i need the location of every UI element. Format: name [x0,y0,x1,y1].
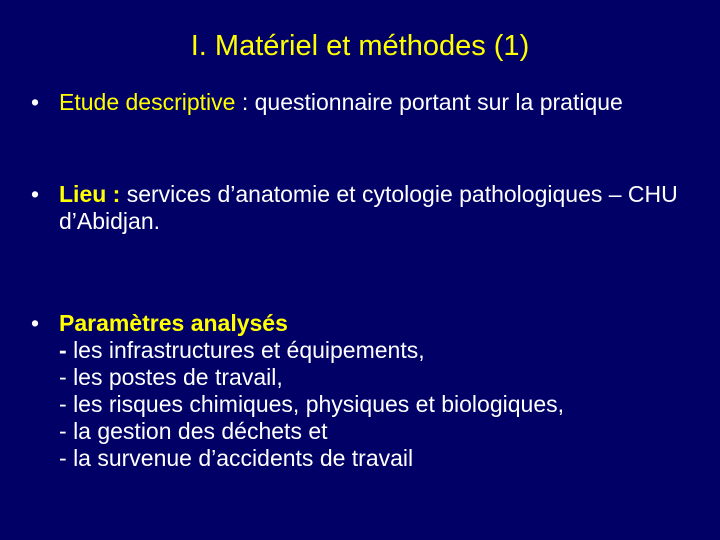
bullet-text [59,181,691,235]
bullet-body: : questionnaire portant sur la pratique [235,89,623,115]
list-item: - la survenue d’accidents de travail [59,445,414,471]
list-item: - les postes de travail, [59,364,283,390]
bullet-dot: • [31,310,40,336]
bullet-lieu [31,181,691,235]
slide-title: I. Matériel et méthodes (1) [190,30,530,62]
bullet-dot: • [31,89,40,115]
bullet-keyword: Etude descriptive [59,89,236,115]
bullet-text [59,310,691,472]
list-item: - les infrastructures et équipements, [59,337,425,363]
bullet-body: services d’anatomie et cytologie pathologiques – CHU d’Abidjan. [59,181,678,234]
bullet-text [59,89,691,116]
bullet-keyword: Lieu : [59,181,127,207]
list-item: - la gestion des déchets et [59,418,328,444]
bullet-parametres [31,310,691,472]
list-item: - les risques chimiques, physiques et biologiques, [59,391,565,417]
bullet-etude [31,89,691,116]
bullet-dot: • [31,181,40,207]
bullet-keyword: Paramètres analysés [59,310,288,336]
